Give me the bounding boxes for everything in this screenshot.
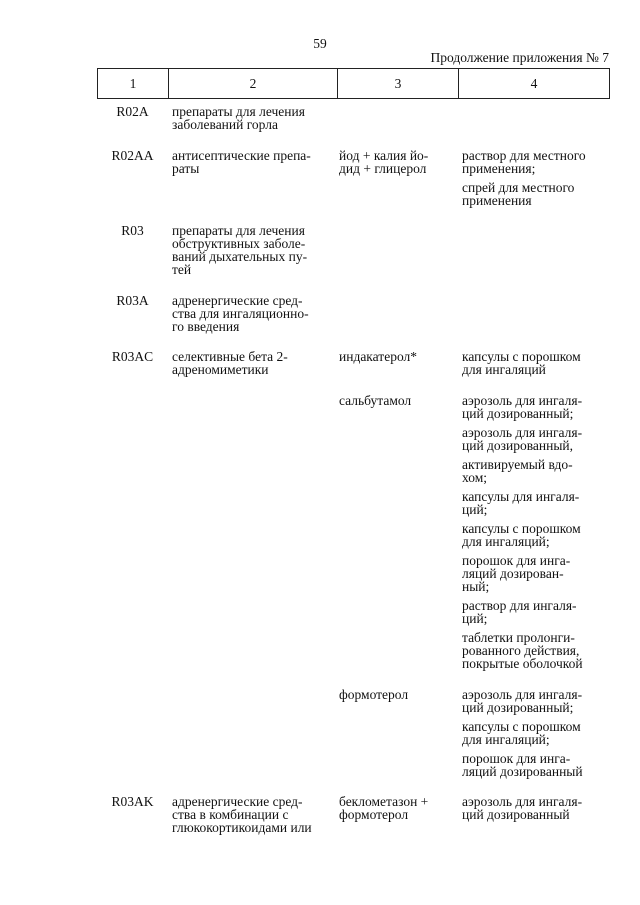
atc-code: R02AA [111, 148, 154, 163]
atc-code: R03A [116, 293, 149, 308]
table-header [97, 68, 610, 99]
header-col-4: 4 [530, 76, 538, 91]
drug-name-line: формотерол [339, 807, 409, 822]
atc-code: R03AC [111, 349, 154, 364]
drug-name-line: сальбутамол [339, 393, 412, 408]
dosage-form-line: спрей для местного [462, 180, 575, 195]
drug-name-line: беклометазон + [339, 794, 429, 809]
group-name-line: го введения [172, 319, 240, 334]
dosage-form-line: ций дозированный [462, 807, 570, 822]
group-name-line: препараты для лечения [172, 223, 305, 238]
group-name-line: тей [172, 262, 192, 277]
dosage-form-line: применения [462, 193, 532, 208]
dosage-form-line: ций дозированный; [462, 700, 574, 715]
atc-code: R03 [121, 223, 144, 238]
dosage-form-line: ляций дозирован- [462, 566, 564, 581]
header-col-3: 3 [338, 69, 459, 98]
group-name-line: адреномиметики [172, 362, 269, 377]
dosage-form-line: капсулы с порошком [462, 349, 581, 364]
group-name-line: раты [172, 161, 200, 176]
header-col-2: 2 [169, 69, 338, 98]
page-number: 59 [313, 36, 327, 51]
dosage-form-line: аэрозоль для ингаля- [462, 794, 583, 809]
group-name-line: ваний дыхательных пу- [172, 249, 308, 264]
group-name-line: адренергические сред- [172, 794, 303, 809]
atc-code: R03AK [111, 794, 154, 809]
group-name-line: ства для ингаляционно- [172, 306, 309, 321]
dosage-form-line: аэрозоль для ингаля- [462, 393, 583, 408]
group-name-line: препараты для лечения [172, 104, 305, 119]
drug-name-line: дид + глицерол [339, 161, 427, 176]
dosage-form-line: капсулы с порошком [462, 521, 581, 536]
group-name-line: глюкокортикоидами или [172, 820, 312, 835]
drug-name-line: индакатерол* [339, 349, 418, 364]
dosage-form-line: для ингаляций [462, 362, 546, 377]
group-name-line: заболеваний горла [172, 117, 278, 132]
dosage-form-line: для ингаляций; [462, 732, 550, 747]
group-name-line: селективные бета 2- [172, 349, 288, 364]
group-name-line: ства в комбинации с [172, 807, 289, 822]
dosage-form-line: раствор для ингаля- [462, 598, 577, 613]
dosage-form-line: аэрозоль для ингаля- [462, 425, 583, 440]
dosage-form-line: ный; [462, 579, 490, 594]
dosage-form-line: порошок для инга- [462, 751, 571, 766]
dosage-form-line: ций; [462, 502, 488, 517]
dosage-form-line: ций дозированный; [462, 406, 574, 421]
dosage-form-line: капсулы для ингаля- [462, 489, 580, 504]
dosage-form-line: раствор для местного [462, 148, 586, 163]
dosage-form-line: капсулы с порошком [462, 719, 581, 734]
group-name-line: антисептические препа- [172, 148, 311, 163]
dosage-form-line: ций дозированный, [462, 438, 574, 453]
dosage-form-line: ляций дозированный [462, 764, 583, 779]
dosage-form-line: хом; [462, 470, 488, 485]
drug-name-line: йод + калия йо- [339, 148, 429, 163]
dosage-form-line: активируемый вдо- [462, 457, 573, 472]
dosage-form-line: порошок для инга- [462, 553, 571, 568]
drug-name-line: формотерол [339, 687, 409, 702]
group-name-line: адренергические сред- [172, 293, 303, 308]
dosage-form-line: применения; [462, 161, 536, 176]
dosage-form-line: ций; [462, 611, 488, 626]
dosage-form-line: покрытые оболочкой [462, 656, 583, 671]
appendix-continuation-note: Продолжение приложения № 7 [430, 50, 609, 65]
dosage-form-line: аэрозоль для ингаля- [462, 687, 583, 702]
header-col-1: 1 [98, 69, 169, 98]
group-name-line: обструктивных заболе- [172, 236, 306, 251]
atc-code: R02A [116, 104, 149, 119]
dosage-form-line: рованного действия, [462, 643, 580, 658]
dosage-form-line: для ингаляций; [462, 534, 550, 549]
dosage-form-line: таблетки пролонги- [462, 630, 575, 645]
